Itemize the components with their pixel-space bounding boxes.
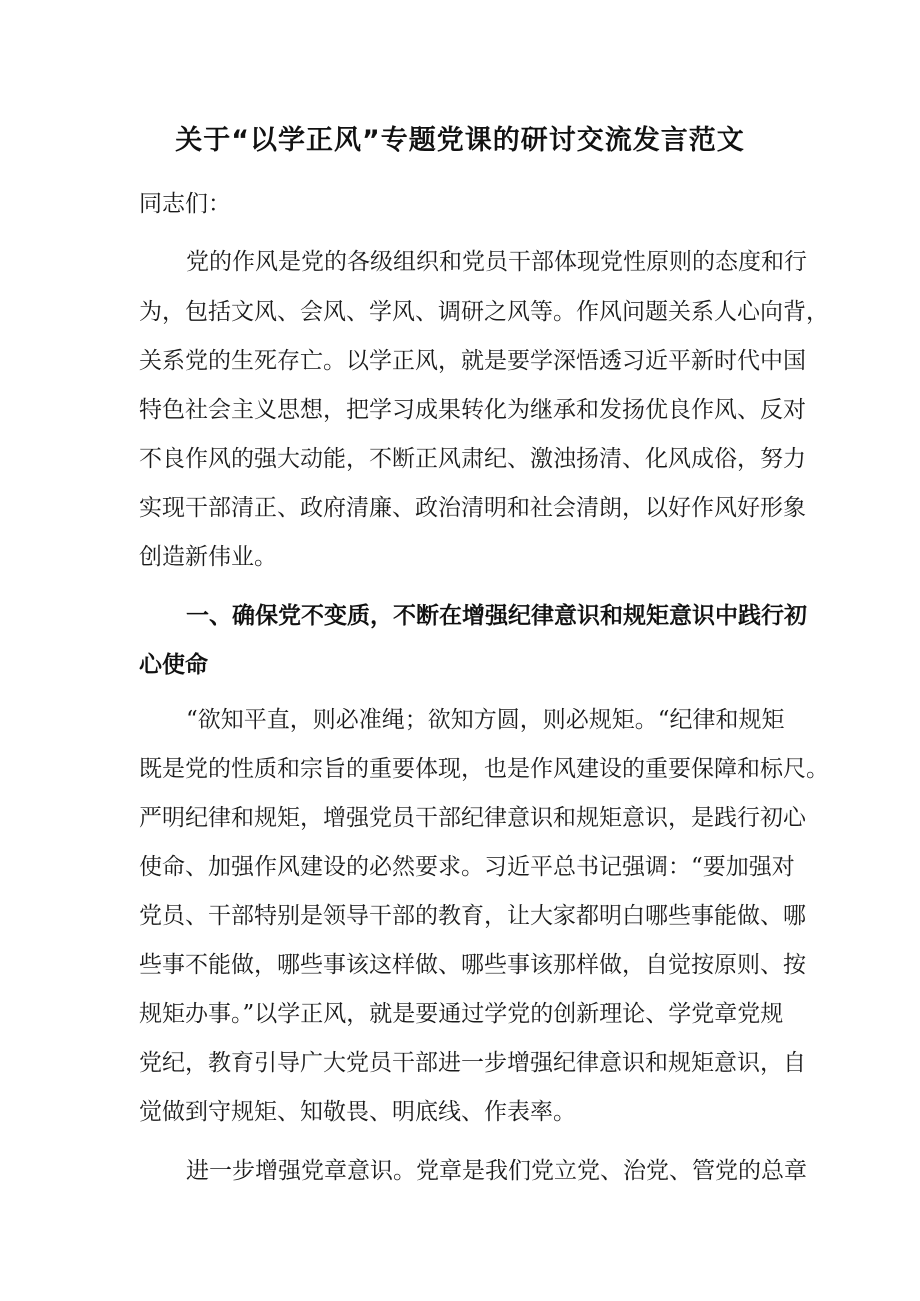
section-heading: 一、确保党不变质，不断在增强纪律意识和规矩意识中践行初 [186,603,807,629]
body-line: 规矩办事。”以学正风，就是要通过学党的创新理论、学党章党规 [139,1001,784,1027]
section-heading: 心使命 [139,652,208,678]
salutation: 同志们： [139,191,231,217]
intro-line: 实现干部清正、政府清廉、政治清明和社会清朗，以好作风好形象 [139,495,806,521]
intro-line: 关系党的生死存亡。以学正风，就是要学深悟透习近平新时代中国 [139,348,806,374]
body-line: 觉做到守规矩、知敬畏、明底线、作表率。 [139,1099,576,1125]
body-line: 党员、干部特别是领导干部的教育，让大家都明白哪些事能做、哪 [139,903,806,929]
intro-line: 为，包括文风、会风、学风、调研之风等。作风问题关系人心向背， [139,299,829,325]
document-title: 关于“以学正风”专题党课的研讨交流发言范文 [175,125,745,156]
intro-line: 创造新伟业。 [139,544,277,570]
body-line: 进一步增强党章意识。党章是我们党立党、治党、管党的总章 [186,1158,807,1184]
body-line: 些事不能做，哪些事该这样做、哪些事该那样做，自觉按原则、按 [139,952,806,978]
body-line: 严明纪律和规矩，增强党员干部纪律意识和规矩意识，是践行初心 [139,805,806,831]
body-line: 既是党的性质和宗旨的重要体现，也是作风建设的重要保障和标尺。 [139,756,829,782]
intro-line: 特色社会主义思想，把学习成果转化为继承和发扬优良作风、反对 [139,397,806,423]
body-line: 党纪，教育引导广大党员干部进一步增强纪律意识和规矩意识，自 [139,1050,806,1076]
intro-line: 不良作风的强大动能，不断正风肃纪、激浊扬清、化风成俗，努力 [139,446,806,472]
body-line: 使命、加强作风建设的必然要求。习近平总书记强调：“要加强对 [139,854,795,880]
intro-line: 党的作风是党的各级组织和党员干部体现党性原则的态度和行 [186,249,807,275]
body-line: “欲知平直，则必准绳；欲知方圆，则必规矩。“纪律和规矩 [186,707,785,733]
